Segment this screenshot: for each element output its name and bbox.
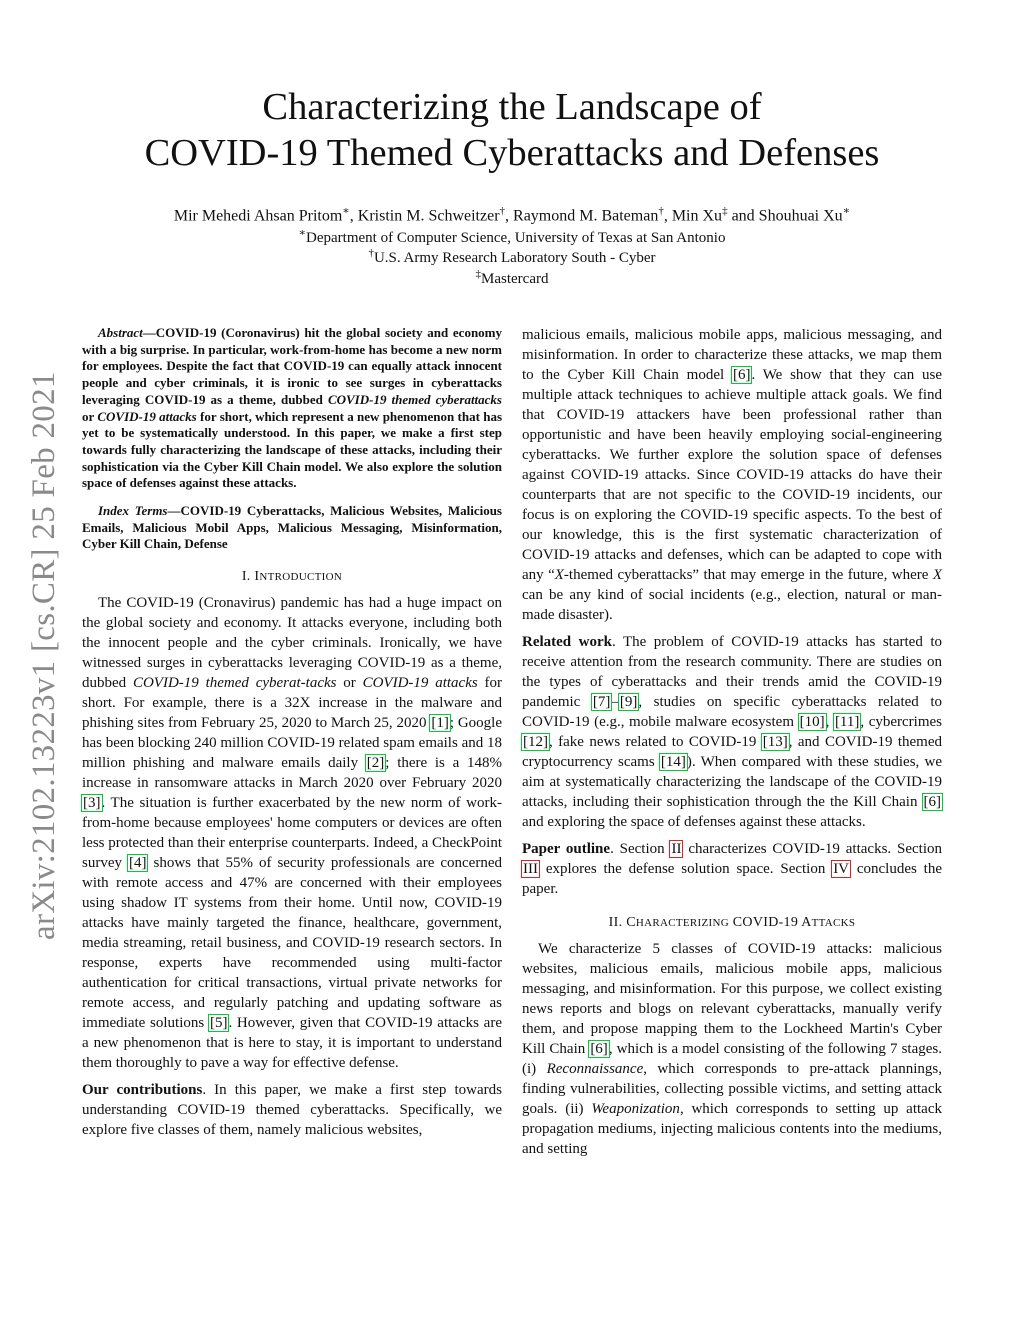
citation-13[interactable]: [13] bbox=[762, 734, 788, 750]
intro-text-e: ; there is a 148% increase in ransomware attacks in March 2020 over February 2020 bbox=[82, 755, 502, 792]
index-terms-label: Index Terms bbox=[98, 503, 168, 519]
rw-text-a: . The problem of COVID-19 attacks has started to receive attention from the research community. There are studies on the types of cyberattacks and their trends amid the COVID-19 pandemic bbox=[522, 634, 942, 710]
contributions-paragraph bbox=[82, 1080, 502, 1140]
citation-12[interactable]: [12] bbox=[523, 734, 548, 750]
section-ref-4[interactable]: IV bbox=[833, 861, 850, 877]
citation-6[interactable]: [6] bbox=[732, 367, 751, 383]
math-x-1: X bbox=[554, 567, 564, 583]
left-column bbox=[82, 325, 502, 1140]
author-4-mark: ‡ bbox=[722, 205, 728, 217]
section-2-number: II. bbox=[608, 915, 623, 930]
citation-1[interactable]: [1] bbox=[431, 715, 449, 732]
s2-text-c: , which corresponds to pre-attack plannings, finding vulnerabilities, collecting possible victims, and setting attack goals. (ii) bbox=[522, 1061, 942, 1117]
citation-3[interactable]: [3] bbox=[83, 795, 101, 812]
paper-outline-label: Paper outline bbox=[522, 841, 611, 857]
abstract-term-1: COVID-19 themed cyberattacks bbox=[327, 391, 502, 407]
related-work-label: Related work bbox=[522, 634, 612, 650]
author-1-mark: ∗ bbox=[342, 205, 350, 217]
math-x-2: X bbox=[932, 567, 942, 583]
paper-outline-paragraph bbox=[522, 839, 942, 899]
contributions-text: . In this paper, we make a first step towards understanding COVID-19 themed cyberattacks. Specifically, we explore five classes of them, namely malicious websites, bbox=[82, 1082, 502, 1139]
citation-7[interactable]: [7] bbox=[592, 694, 611, 710]
contributions-label: Our contributions bbox=[82, 1082, 203, 1099]
abstract-label: Abstract bbox=[98, 325, 143, 340]
author-5: Shouhuai Xu bbox=[758, 207, 843, 225]
abstract bbox=[82, 325, 502, 492]
related-work-paragraph bbox=[522, 632, 942, 832]
section-heading-characterizing bbox=[522, 913, 942, 933]
rw-text-h: and exploring the space of defenses against these attacks. bbox=[522, 814, 866, 830]
rw-dash: – bbox=[611, 694, 619, 710]
po-text-d: concludes the paper. bbox=[522, 861, 942, 897]
s2-text-a: We characterize 5 classes of COVID-19 attacks: malicious websites, malicious emails, malicious mobile apps, malicious messaging, and misinformation. For this purpose, we collect existing news reports and blogs on relevant cyberattacks, manually verify them, and propose mapping them to the Lockheed Martin's Cyber Kill Chain bbox=[522, 941, 942, 1057]
citation-11[interactable]: [11] bbox=[834, 714, 860, 730]
author-and: and bbox=[731, 207, 755, 225]
intro-term-1: COVID-19 themed cyberat-tacks bbox=[132, 675, 337, 692]
po-text-b: characterizes COVID-19 attacks. Section bbox=[682, 841, 942, 857]
section-heading-introduction bbox=[82, 567, 502, 587]
citation-14[interactable]: [14] bbox=[660, 754, 686, 770]
section-1-title: NTRODUCTION bbox=[259, 571, 343, 584]
section-2-word-2: COVID-19 bbox=[728, 915, 802, 930]
intro-text-h: . However, given that COVID-19 attacks are a new phenomenon that is here to stay, it is important to understand them thoroughly to pave a way for effective defense. bbox=[82, 1015, 502, 1072]
po-text-c: explores the defense solution space. Section bbox=[539, 861, 833, 877]
author-2-mark: † bbox=[499, 205, 506, 217]
section-1-initial: I bbox=[254, 569, 260, 585]
index-terms bbox=[82, 503, 502, 553]
title-line-2: COVID-19 Themed Cyberattacks and Defenses bbox=[144, 132, 880, 174]
index-terms-text: COVID-19 Cyberattacks, Malicious Websites, Malicious Emails, Malicious Mobil Apps, Malicious Messaging, Misinformation, Cyber Kill Chain, Defense bbox=[82, 503, 502, 552]
author-list: Mir Mehedi Ahsan Pritom∗, Kristin M. Schweitzer†, Raymond M. Bateman†, Min Xu‡ and Shouhuai Xu∗ bbox=[173, 205, 851, 225]
arxiv-identifier[interactable]: arXiv:2102.13223v1 [cs.CR] 25 Feb 2021 bbox=[26, 371, 62, 940]
section-2-word-1: HARACTERIZING bbox=[635, 917, 729, 929]
index-terms-dash: — bbox=[167, 503, 181, 519]
abstract-dash: — bbox=[142, 325, 156, 340]
section-2-initial-1: C bbox=[626, 915, 636, 930]
section-1-number: I. bbox=[241, 569, 251, 585]
affiliation-3 bbox=[80, 264, 944, 289]
affiliation-1-text: Department of Computer Science, University of Texas at San Antonio bbox=[306, 230, 726, 246]
rw-text-g: ). When compared with these studies, we aim at systematically characterizing the landscape of the COVID-19 attacks, including their sophistication through the the Kill Chain bbox=[522, 754, 942, 810]
title-line-1: Characterizing the Landscape of bbox=[262, 86, 762, 128]
author-3-mark: † bbox=[658, 205, 664, 217]
author-3: Raymond M. Bateman bbox=[513, 207, 659, 225]
affiliation-3-mark: ‡ bbox=[475, 268, 482, 280]
abstract-text-3: for short, which represent a new phenomenon that has yet to be systematically understood. In this paper, we make a first step towards fully characterizing the landscape of these attacks, including their sophistication via the Cyber Kill Chain model. We also explore the solution space of defenses against these attacks. bbox=[82, 408, 502, 491]
author-5-mark: ∗ bbox=[842, 205, 851, 217]
rw-text-f: , and COVID-19 themed cryptocurrency scams bbox=[522, 734, 942, 770]
citation-10[interactable]: [10] bbox=[799, 714, 825, 730]
citation-6-repeat[interactable]: [6] bbox=[923, 794, 941, 810]
abstract-text-1: COVID-19 (Coronavirus) hit the global society and economy with a big surprise. In particular, work-from-home has become a new norm for employees. Despite the fact that COVID-19 can equally attack innocent people and cyber criminals, it is ironic to see surges in cyberattacks leveraging COVID-19 as a theme, dubbed bbox=[82, 325, 502, 407]
affiliation-3-text: Mastercard bbox=[481, 271, 549, 287]
section-ref-3[interactable]: III bbox=[523, 861, 538, 877]
abstract-text-2: or bbox=[82, 408, 98, 424]
s2-text-b: , which is a model consisting of the following 7 stages. (i) bbox=[522, 1041, 942, 1077]
intro-paragraph bbox=[82, 593, 502, 1073]
right-text-b: . We show that they can use multiple attack techniques to achieve multiple attack goals. We find that COVID-19 attackers have been professional rather than opportunistic and have been heavily employing social-engineering cyberattacks. We further explore the solution space of defenses against COVID-19 attacks. Since COVID-19 attacks do have their counterparts that are not specific to the COVID-19 incidents, our focus is on exploring the COVID-19 specific aspects. To the best of our knowledge, this is the first systematic characterization of COVID-19 attacks and defenses, which can be adapted to cope with any “ bbox=[522, 367, 942, 583]
term-weaponization: Weaponization bbox=[591, 1101, 680, 1117]
right-column bbox=[522, 325, 942, 1159]
citation-4[interactable]: [4] bbox=[128, 855, 147, 872]
intro-text-d: ; Google has been blocking 240 million COVID-19 related spam emails and 18 million phishing and malware emails daily bbox=[82, 715, 502, 772]
po-text-a: . Section bbox=[610, 841, 671, 857]
section-2-initial-2: A bbox=[801, 915, 812, 930]
rw-text-d: , cybercrimes bbox=[860, 714, 943, 730]
intro-text-a: The COVID-19 (Cronavirus) pandemic has had a huge impact on the global society and economy. It attacks everyone, including both the innocent people and the cyber criminals. Ironically, we have witnessed surges in cyberattacks leveraging COVID-19 as a theme, dubbed bbox=[82, 595, 502, 692]
citation-2[interactable]: [2] bbox=[366, 755, 385, 772]
s2-text-d: , which corresponds to setting up attack propagation mediums, injecting malicious contents into the mediums, and setting bbox=[522, 1101, 942, 1157]
affiliation-2-mark: † bbox=[368, 247, 374, 259]
rw-text-e: , fake news related to COVID-19 bbox=[549, 734, 762, 750]
section-ref-2[interactable]: II bbox=[671, 841, 682, 857]
author-2: Kristin M. Schweitzer bbox=[357, 207, 500, 225]
citation-9[interactable]: [9] bbox=[619, 694, 638, 710]
section-2-word-3: TTACKS bbox=[811, 917, 856, 929]
abstract-term-2: COVID-19 attacks bbox=[97, 408, 197, 424]
author-4: Min Xu bbox=[671, 207, 723, 225]
author-1: Mir Mehedi Ahsan Pritom bbox=[173, 207, 343, 225]
paper-title bbox=[100, 84, 924, 176]
intro-text-g: shows that 55% of security professionals are concerned with remote access and 47% are concerned with their employees using shadow IT systems from their home. Until now, COVID-19 attacks have mainly targeted the finance, healthcare, government, media streaming, retail business, and COVID-19 research sectors. In response, experts have recommended using multi-factor authentication for critical transactions, virtual private networks for remote access, and regularly patching and updating software as immediate solutions bbox=[82, 855, 502, 1032]
rw-text-c: , bbox=[825, 714, 834, 730]
section-2-paragraph bbox=[522, 939, 942, 1159]
rw-text-b: , studies on specific cyberattacks related to COVID-19 (e.g., mobile malware ecosystem bbox=[522, 694, 942, 730]
right-text-d: can be any kind of social incidents (e.g., election, natural or man-made disaster). bbox=[522, 587, 942, 623]
affiliation-2-text: U.S. Army Research Laboratory South - Cyber bbox=[373, 250, 656, 266]
citation-5[interactable]: [5] bbox=[209, 1015, 228, 1032]
affiliation-1-mark: ∗ bbox=[298, 227, 307, 239]
intro-text-f: . The situation is further exacerbated by the new norm of work-from-home because employees' home computers or devices are often less protected than their enterprise counterparts. Indeed, a CheckPoint survey bbox=[82, 795, 502, 872]
right-text-c: -themed cyberattacks” that may emerge in the future, where bbox=[563, 567, 933, 583]
citation-6-third[interactable]: [6] bbox=[590, 1041, 608, 1057]
term-reconnaissance: Reconnaissance bbox=[546, 1061, 644, 1077]
intro-term-2: COVID-19 attacks bbox=[362, 675, 478, 692]
right-text-a: malicious emails, malicious mobile apps, malicious messaging, and misinformation. In order to characterize these attacks, we map them to the Cyber Kill Chain model bbox=[522, 327, 942, 383]
intro-continued-paragraph bbox=[522, 325, 942, 625]
intro-text-c: for short. For example, there is a 32X increase in the malware and phishing sites from February 25, 2020 to March 25, 2020 bbox=[82, 675, 502, 732]
intro-text-b: or bbox=[336, 675, 363, 692]
